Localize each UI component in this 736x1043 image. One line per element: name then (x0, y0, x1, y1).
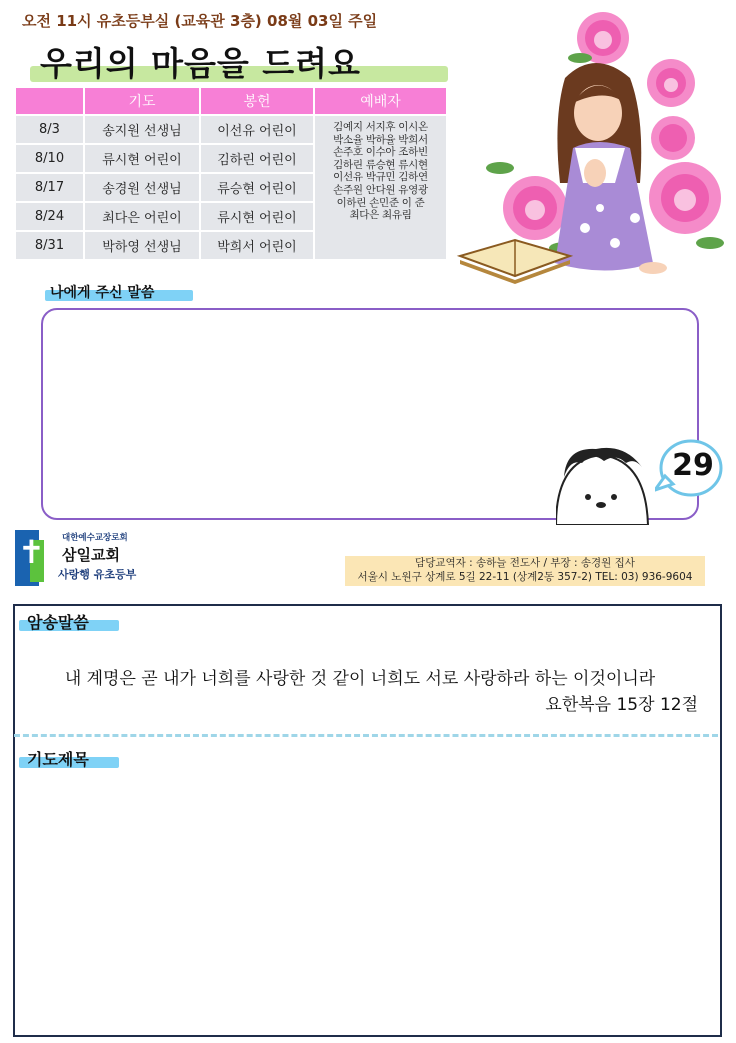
date-cell: 8/31 (16, 232, 83, 259)
date-cell: 8/24 (16, 203, 83, 230)
section-divider (14, 734, 718, 737)
worshipper-line: 손주호 이수아 조하빈 (333, 146, 428, 159)
peony-flower-icon (647, 59, 695, 107)
offering-cell: 류승현 어린이 (201, 174, 313, 201)
worshipper-line: 손주원 안다원 유영광 (333, 183, 428, 196)
offering-cell: 이선유 어린이 (201, 116, 313, 143)
memory-verse: 내 계명은 곧 내가 너희를 사랑한 것 같이 너희도 서로 사랑하라 하는 이것이니라 (64, 669, 656, 689)
header-prayer: 기도 (85, 88, 199, 114)
worshipper-line: 김하린 류승현 류시현 (333, 158, 428, 171)
prayer-cell: 송지원 선생님 (85, 116, 199, 143)
worshipper-line: 이선유 박규민 김하연 (333, 171, 428, 184)
verse-reference: 요한복음 15장 12절 (545, 695, 698, 715)
table-row (16, 116, 446, 143)
header-info: 오전 11시 유초등부실 (교육관 3층) 08월 03일 주일 (22, 12, 378, 30)
church-info-box (345, 556, 705, 586)
peony-flower-icon (568, 12, 629, 64)
pastor-info: 담당교역자 : 송하늘 전도사 / 부장 : 송경원 집사 (415, 557, 635, 569)
header-date (16, 88, 83, 114)
offering-cell: 김하린 어린이 (201, 145, 313, 172)
header-offering: 봉헌 (201, 88, 313, 114)
prayer-cell: 최다은 어린이 (85, 203, 199, 230)
header-worshippers: 예배자 (315, 88, 446, 114)
offering-cell: 류시현 어린이 (201, 203, 313, 230)
worshippers-cell (315, 116, 446, 259)
duty-schedule-table (14, 86, 448, 261)
table-header-row (16, 88, 446, 114)
word-label: 나에게 주신 말씀 (50, 285, 155, 301)
worshipper-line: 이하린 손민준 이 준 (336, 196, 425, 209)
date-cell: 8/10 (16, 145, 83, 172)
peony-flower-icon (649, 162, 721, 234)
date-cell: 8/17 (16, 174, 83, 201)
week-number-badge: 29 (672, 448, 714, 483)
worshipper-line: 김예지 서지후 이시온 (333, 121, 428, 133)
date-cell: 8/3 (16, 116, 83, 143)
logo-church-name: 삼일교회 (62, 546, 120, 564)
peony-flower-icon (651, 116, 695, 160)
page-title: 우리의 마음을 드려요 (40, 44, 361, 83)
peony-flower-icon (503, 176, 567, 240)
offering-cell: 박희서 어린이 (201, 232, 313, 259)
address-info: 서울시 노원구 상계로 5길 22-11 (상계2동 357-2) TEL: 03) 936-9604 (357, 571, 693, 583)
prayer-cell: 송경원 선생님 (85, 174, 199, 201)
logo-department: 사랑행 유초등부 (58, 568, 137, 581)
worshipper-line: 최다은 최유림 (349, 209, 412, 222)
praying-girl-illustration (455, 8, 730, 288)
prayer-input-area[interactable] (16, 776, 719, 1034)
memory-label: 암송말씀 (27, 613, 89, 632)
worshipper-line: 박소율 박하율 박희서 (333, 133, 428, 146)
cross-icon: ✝ (18, 533, 45, 571)
prayer-label: 기도제목 (27, 750, 89, 769)
prayer-cell: 류시현 어린이 (85, 145, 199, 172)
prayer-cell: 박하영 선생님 (85, 232, 199, 259)
logo-denomination: 대한예수교장로회 (62, 533, 128, 543)
